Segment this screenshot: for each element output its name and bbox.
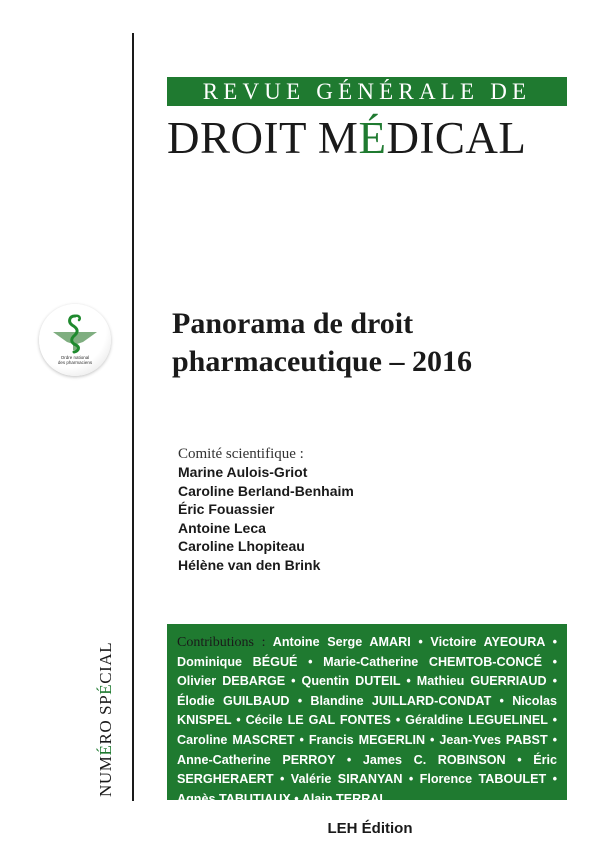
special-part: RO SP <box>96 694 115 745</box>
issue-title <box>172 305 572 381</box>
contributions-text <box>177 633 557 809</box>
special-part: NUM <box>96 755 115 797</box>
publisher-name: LEH Édition <box>327 820 413 837</box>
journal-title-accent: É <box>358 113 387 163</box>
committee-member: Marine Aulois-Griot <box>178 464 308 480</box>
contributions-names: Antoine Serge AMARI • Victoire AYEOURA • Dominique BÉGUÉ • Marie-Catherine CHEMTOB-CONCÉ • Olivier DEBARGE • Quentin DUTEIL • Mathieu GUERRIAUD • Élodie GUILBAUD • Blandine JUILLARD-CONDAT • Nicolas KNISPEL • Cécile LE GAL FONTES • Géraldine LEGUELINEL • Caroline MASCRET • Francis MEGERLIN • Jean-Yves PABST • Anne-Catherine PERROY • James C. ROBINSON • Éric SERGHERAERT • Valérie SIRANYAN • Florence TABOULET • Agnès TABUTIAUX • Alain TERRAL <box>177 635 557 806</box>
committee-member: Caroline Lhopiteau <box>178 538 305 554</box>
committee-member: Éric Fouassier <box>178 501 275 517</box>
committee-member: Hélène van den Brink <box>178 556 321 573</box>
vertical-divider <box>132 33 134 801</box>
contributions-label: Contributions : <box>177 635 266 650</box>
committee-member: Caroline Berland-Benhaim <box>178 482 354 499</box>
committee-member: Antoine Leca <box>178 519 266 536</box>
special-accent: É <box>96 744 115 756</box>
scientific-committee <box>178 445 478 574</box>
special-issue-label <box>96 642 116 797</box>
caduceus-cup-icon <box>39 304 111 376</box>
contributions-box <box>167 624 567 806</box>
journal-title-part2: DICAL <box>386 113 527 163</box>
ordre-pharmaciens-logo <box>39 304 111 376</box>
committee-label: Comité scientifique : <box>178 446 304 462</box>
logo-caption <box>39 355 111 365</box>
journal-title-part1: DROIT M <box>167 113 359 163</box>
journal-banner: REVUE GÉNÉRALE DE <box>167 77 567 106</box>
logo-caption-line2: des pharmaciens <box>57 360 93 365</box>
special-accent: É <box>96 683 115 695</box>
special-part: CIAL <box>96 641 115 684</box>
issue-title-line1: Panorama de droit <box>172 307 414 340</box>
logo-caption-line1: Ordre national <box>60 355 90 360</box>
journal-title <box>167 112 577 164</box>
issue-title-line2: pharmaceutique – 2016 <box>172 345 472 378</box>
